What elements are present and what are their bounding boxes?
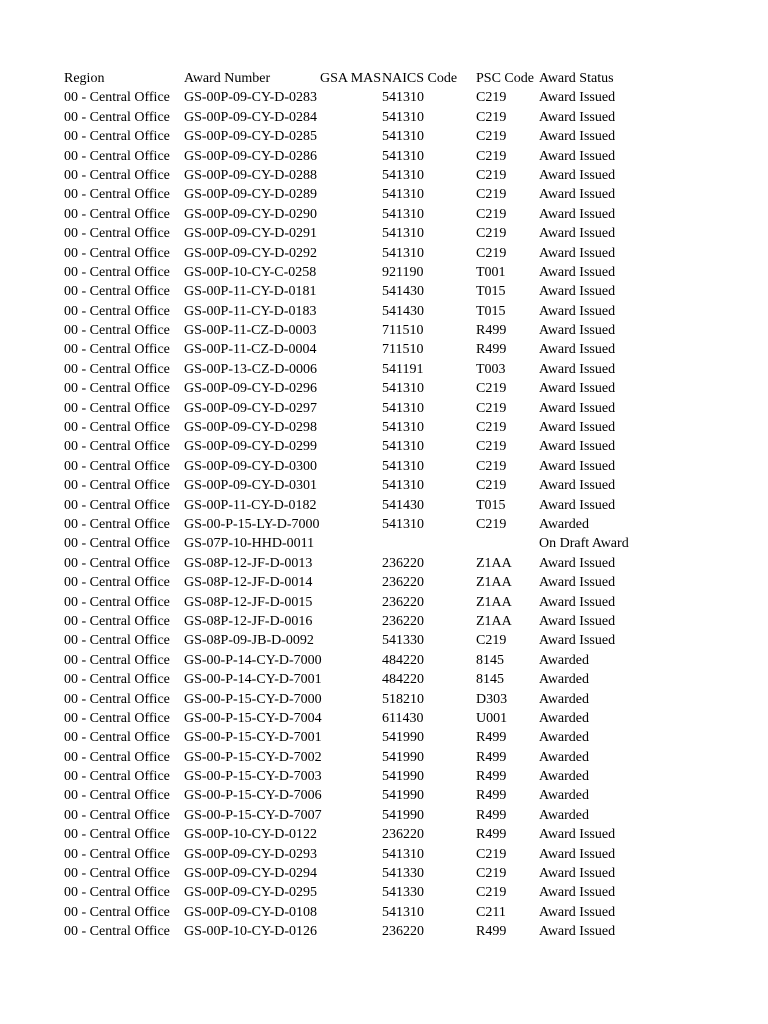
psc-code-cell: C219 (476, 187, 507, 203)
region-cell: 00 - Central Office (64, 206, 170, 222)
region-cell: 00 - Central Office (64, 420, 170, 436)
psc-code-cell: R499 (476, 749, 507, 765)
award-status-cell: Awarded (539, 691, 590, 707)
region-cell: 00 - Central Office (64, 710, 170, 726)
award-status-cell: Award Issued (539, 458, 616, 474)
award-number-cell: GS-08P-12-JF-D-0014 (184, 575, 313, 591)
award-number-cell: GS-00P-09-CY-D-0292 (184, 245, 317, 261)
region-cell: 00 - Central Office (64, 400, 170, 416)
psc-code-cell: C219 (476, 381, 507, 397)
psc-code-cell: R499 (476, 769, 507, 785)
table-row (64, 476, 704, 495)
table-row (64, 845, 704, 864)
table-row (64, 496, 704, 515)
table-row (64, 282, 704, 301)
psc-code-cell: C219 (476, 90, 507, 106)
naics-code-cell: 236220 (382, 613, 424, 629)
naics-code-cell: 711510 (382, 342, 424, 358)
table-row (64, 515, 704, 534)
region-cell: 00 - Central Office (64, 575, 170, 591)
psc-code-cell: U001 (476, 710, 508, 726)
psc-code-cell: C219 (476, 245, 507, 261)
naics-code-cell: 921190 (382, 264, 424, 280)
naics-code-cell: 236220 (382, 924, 424, 940)
region-cell: 00 - Central Office (64, 613, 170, 629)
region-cell: 00 - Central Office (64, 245, 170, 261)
region-cell: 00 - Central Office (64, 187, 170, 203)
award-status-cell: Award Issued (539, 381, 616, 397)
award-number-cell: GS-00P-11-CZ-D-0004 (184, 342, 317, 358)
psc-code-cell: T015 (476, 497, 506, 513)
award-status-cell: Award Issued (539, 633, 616, 649)
award-status-cell: Award Issued (539, 206, 616, 222)
naics-code-cell: 541310 (382, 381, 424, 397)
award-number-cell: GS-00P-09-CY-D-0295 (184, 885, 317, 901)
naics-code-cell: 541310 (382, 206, 424, 222)
region-cell: 00 - Central Office (64, 555, 170, 571)
table-row (64, 205, 704, 224)
table-row (64, 670, 704, 689)
table-row (64, 108, 704, 127)
award-number-cell: GS-00-P-15-CY-D-7002 (184, 749, 322, 765)
award-status-cell: Award Issued (539, 167, 616, 183)
award-number-cell: GS-00P-09-CY-D-0283 (184, 90, 317, 106)
region-cell: 00 - Central Office (64, 497, 170, 513)
psc-code-cell: C219 (476, 478, 507, 494)
award-number-cell: GS-00P-10-CY-C-0258 (184, 264, 317, 280)
naics-code-cell: 541430 (382, 303, 424, 319)
header-gsa-mas: GSA MAS (320, 71, 382, 86)
naics-code-cell: 541310 (382, 400, 424, 416)
region-cell: 00 - Central Office (64, 807, 170, 823)
award-number-cell: GS-08P-12-JF-D-0015 (184, 594, 313, 610)
award-number-cell: GS-00P-09-CY-D-0284 (184, 109, 317, 125)
award-status-cell: Award Issued (539, 594, 616, 610)
table-row (64, 340, 704, 359)
award-status-cell: Awarded (539, 807, 590, 823)
naics-code-cell: 541310 (382, 109, 424, 125)
award-status-cell: Award Issued (539, 187, 616, 203)
region-cell: 00 - Central Office (64, 478, 170, 494)
table-row (64, 612, 704, 631)
psc-code-cell: Z1AA (476, 575, 512, 591)
naics-code-cell: 541191 (382, 361, 424, 377)
naics-code-cell: 541310 (382, 167, 424, 183)
naics-code-cell: 541990 (382, 769, 424, 785)
psc-code-cell: C219 (476, 885, 507, 901)
region-cell: 00 - Central Office (64, 866, 170, 882)
table-row (64, 825, 704, 844)
table-body (64, 88, 704, 941)
table-row (64, 883, 704, 902)
region-cell: 00 - Central Office (64, 885, 170, 901)
award-number-cell: GS-00P-09-CY-D-0289 (184, 187, 317, 203)
award-number-cell: GS-00P-09-CY-D-0290 (184, 206, 317, 222)
table-row (64, 922, 704, 941)
naics-code-cell: 541990 (382, 807, 424, 823)
award-number-cell: GS-00P-09-CY-D-0291 (184, 226, 317, 242)
table-row (64, 767, 704, 786)
naics-code-cell: 541990 (382, 788, 424, 804)
header-region: Region (64, 71, 105, 86)
naics-code-cell: 711510 (382, 323, 424, 339)
award-status-cell: Award Issued (539, 575, 616, 591)
region-cell: 00 - Central Office (64, 672, 170, 688)
naics-code-cell: 518210 (382, 691, 424, 707)
award-number-cell: GS-00P-09-CY-D-0293 (184, 846, 317, 862)
naics-code-cell: 541310 (382, 516, 424, 532)
award-number-cell: GS-00P-09-CY-D-0300 (184, 458, 317, 474)
naics-code-cell: 611430 (382, 710, 424, 726)
award-status-cell: Award Issued (539, 148, 616, 164)
region-cell: 00 - Central Office (64, 226, 170, 242)
award-status-cell: Award Issued (539, 264, 616, 280)
naics-code-cell: 541310 (382, 904, 424, 920)
psc-code-cell: C219 (476, 226, 507, 242)
award-number-cell: GS-00-P-15-LY-D-7000 (184, 516, 320, 532)
table-row (64, 573, 704, 592)
region-cell: 00 - Central Office (64, 129, 170, 145)
header-award-number: Award Number (184, 71, 271, 86)
header-psc-code: PSC Code (476, 71, 534, 86)
psc-code-cell: R499 (476, 924, 507, 940)
award-number-cell: GS-00P-09-CY-D-0301 (184, 478, 317, 494)
award-status-cell: On Draft Award (539, 536, 629, 552)
award-number-cell: GS-00P-11-CZ-D-0003 (184, 323, 317, 339)
psc-code-cell: C219 (476, 516, 507, 532)
naics-code-cell: 541310 (382, 187, 424, 203)
naics-code-cell: 541310 (382, 846, 424, 862)
naics-code-cell: 541430 (382, 497, 424, 513)
award-status-cell: Awarded (539, 672, 590, 688)
award-number-cell: GS-00P-09-CY-D-0288 (184, 167, 317, 183)
region-cell: 00 - Central Office (64, 109, 170, 125)
psc-code-cell: Z1AA (476, 594, 512, 610)
award-number-cell: GS-00P-11-CY-D-0183 (184, 303, 317, 319)
psc-code-cell: R499 (476, 323, 507, 339)
award-number-cell: GS-00P-10-CY-D-0126 (184, 924, 317, 940)
region-cell: 00 - Central Office (64, 594, 170, 610)
naics-code-cell: 541310 (382, 226, 424, 242)
psc-code-cell: 8145 (476, 652, 504, 668)
award-number-cell: GS-00-P-15-CY-D-7000 (184, 691, 322, 707)
naics-code-cell: 236220 (382, 594, 424, 610)
award-status-cell: Award Issued (539, 303, 616, 319)
psc-code-cell: C219 (476, 129, 507, 145)
award-status-cell: Awarded (539, 749, 590, 765)
table-row (64, 360, 704, 379)
region-cell: 00 - Central Office (64, 516, 170, 532)
psc-code-cell: R499 (476, 730, 507, 746)
naics-code-cell: 541310 (382, 478, 424, 494)
award-status-cell: Award Issued (539, 846, 616, 862)
naics-code-cell: 541310 (382, 129, 424, 145)
psc-code-cell: C219 (476, 400, 507, 416)
table-row (64, 457, 704, 476)
award-number-cell: GS-00P-10-CY-D-0122 (184, 827, 317, 843)
award-number-cell: GS-00-P-15-CY-D-7004 (184, 710, 322, 726)
psc-code-cell: C219 (476, 148, 507, 164)
psc-code-cell: C219 (476, 109, 507, 125)
region-cell: 00 - Central Office (64, 167, 170, 183)
region-cell: 00 - Central Office (64, 284, 170, 300)
region-cell: 00 - Central Office (64, 323, 170, 339)
table-row (64, 903, 704, 922)
table-row (64, 534, 704, 553)
award-status-cell: Awarded (539, 516, 590, 532)
psc-code-cell: T001 (476, 264, 506, 280)
naics-code-cell: 541310 (382, 439, 424, 455)
naics-code-cell: 541330 (382, 885, 424, 901)
award-status-cell: Award Issued (539, 400, 616, 416)
award-status-cell: Award Issued (539, 885, 616, 901)
naics-code-cell: 541330 (382, 866, 424, 882)
award-status-cell: Award Issued (539, 613, 616, 629)
psc-code-cell: C211 (476, 904, 506, 920)
table-row (64, 88, 704, 107)
award-status-cell: Award Issued (539, 497, 616, 513)
table-row (64, 864, 704, 883)
region-cell: 00 - Central Office (64, 342, 170, 358)
naics-code-cell: 541990 (382, 730, 424, 746)
naics-code-cell: 541310 (382, 420, 424, 436)
table-row (64, 147, 704, 166)
region-cell: 00 - Central Office (64, 633, 170, 649)
psc-code-cell: Z1AA (476, 613, 512, 629)
table-header-row (64, 69, 704, 88)
table-row (64, 302, 704, 321)
region-cell: 00 - Central Office (64, 381, 170, 397)
table-row (64, 263, 704, 282)
award-number-cell: GS-00P-09-CY-D-0286 (184, 148, 317, 164)
award-number-cell: GS-00-P-14-CY-D-7001 (184, 672, 322, 688)
table-row (64, 437, 704, 456)
award-status-cell: Award Issued (539, 361, 616, 377)
award-status-cell: Award Issued (539, 478, 616, 494)
award-number-cell: GS-00-P-15-CY-D-7003 (184, 769, 322, 785)
psc-code-cell: R499 (476, 788, 507, 804)
region-cell: 00 - Central Office (64, 827, 170, 843)
award-number-cell: GS-08P-09-JB-D-0092 (184, 633, 314, 649)
award-status-cell: Awarded (539, 769, 590, 785)
region-cell: 00 - Central Office (64, 769, 170, 785)
table-row (64, 651, 704, 670)
psc-code-cell: C219 (476, 167, 507, 183)
psc-code-cell: C219 (476, 458, 507, 474)
award-status-cell: Award Issued (539, 342, 616, 358)
table-row (64, 127, 704, 146)
psc-code-cell: C219 (476, 206, 507, 222)
award-number-cell: GS-00P-09-CY-D-0285 (184, 129, 317, 145)
region-cell: 00 - Central Office (64, 904, 170, 920)
psc-code-cell: T015 (476, 284, 506, 300)
psc-code-cell: T003 (476, 361, 506, 377)
region-cell: 00 - Central Office (64, 361, 170, 377)
table-row (64, 786, 704, 805)
header-award-status: Award Status (539, 71, 614, 86)
table-row (64, 244, 704, 263)
table-row (64, 185, 704, 204)
award-status-cell: Award Issued (539, 226, 616, 242)
psc-code-cell: 8145 (476, 672, 504, 688)
region-cell: 00 - Central Office (64, 148, 170, 164)
table-row (64, 224, 704, 243)
award-number-cell: GS-00-P-15-CY-D-7007 (184, 807, 322, 823)
naics-code-cell: 484220 (382, 652, 424, 668)
award-number-cell: GS-00P-09-CY-D-0298 (184, 420, 317, 436)
award-status-cell: Award Issued (539, 129, 616, 145)
psc-code-cell: C219 (476, 866, 507, 882)
naics-code-cell: 541310 (382, 458, 424, 474)
naics-code-cell: 236220 (382, 575, 424, 591)
psc-code-cell: D303 (476, 691, 508, 707)
table-row (64, 321, 704, 340)
naics-code-cell: 236220 (382, 555, 424, 571)
table-row (64, 399, 704, 418)
naics-code-cell: 541430 (382, 284, 424, 300)
naics-code-cell: 541990 (382, 749, 424, 765)
award-status-cell: Award Issued (539, 284, 616, 300)
table-row (64, 554, 704, 573)
table-row (64, 748, 704, 767)
award-status-cell: Award Issued (539, 904, 616, 920)
award-number-cell: GS-00P-13-CZ-D-0006 (184, 361, 317, 377)
naics-code-cell: 236220 (382, 827, 424, 843)
award-status-cell: Award Issued (539, 827, 616, 843)
award-status-cell: Award Issued (539, 109, 616, 125)
award-status-cell: Award Issued (539, 924, 616, 940)
award-number-cell: GS-00P-09-CY-D-0297 (184, 400, 317, 416)
award-number-cell: GS-08P-12-JF-D-0013 (184, 555, 313, 571)
psc-code-cell: C219 (476, 846, 507, 862)
psc-code-cell: C219 (476, 439, 507, 455)
table-row (64, 806, 704, 825)
award-number-cell: GS-00P-09-CY-D-0108 (184, 904, 317, 920)
psc-code-cell: R499 (476, 342, 507, 358)
award-number-cell: GS-00-P-15-CY-D-7006 (184, 788, 322, 804)
award-status-cell: Award Issued (539, 420, 616, 436)
award-status-cell: Award Issued (539, 245, 616, 261)
award-status-cell: Award Issued (539, 323, 616, 339)
table-row (64, 709, 704, 728)
psc-code-cell: R499 (476, 807, 507, 823)
psc-code-cell: T015 (476, 303, 506, 319)
table-row (64, 379, 704, 398)
psc-code-cell: C219 (476, 633, 507, 649)
naics-code-cell: 541310 (382, 148, 424, 164)
award-status-cell: Awarded (539, 652, 590, 668)
naics-code-cell: 541330 (382, 633, 424, 649)
naics-code-cell: 541310 (382, 245, 424, 261)
region-cell: 00 - Central Office (64, 652, 170, 668)
table-row (64, 418, 704, 437)
region-cell: 00 - Central Office (64, 749, 170, 765)
psc-code-cell: Z1AA (476, 555, 512, 571)
region-cell: 00 - Central Office (64, 730, 170, 746)
region-cell: 00 - Central Office (64, 691, 170, 707)
award-status-cell: Award Issued (539, 866, 616, 882)
award-number-cell: GS-00P-09-CY-D-0299 (184, 439, 317, 455)
award-number-cell: GS-08P-12-JF-D-0016 (184, 613, 313, 629)
award-number-cell: GS-00P-11-CY-D-0181 (184, 284, 317, 300)
award-number-cell: GS-00P-09-CY-D-0294 (184, 866, 317, 882)
header-naics-code: NAICS Code (382, 71, 458, 86)
award-status-cell: Awarded (539, 730, 590, 746)
awards-table (64, 69, 704, 942)
award-number-cell: GS-00-P-15-CY-D-7001 (184, 730, 322, 746)
award-status-cell: Awarded (539, 788, 590, 804)
award-status-cell: Award Issued (539, 90, 616, 106)
award-status-cell: Award Issued (539, 439, 616, 455)
region-cell: 00 - Central Office (64, 458, 170, 474)
table-row (64, 631, 704, 650)
table-row (64, 593, 704, 612)
psc-code-cell: R499 (476, 827, 507, 843)
table-row (64, 690, 704, 709)
psc-code-cell: C219 (476, 420, 507, 436)
region-cell: 00 - Central Office (64, 264, 170, 280)
naics-code-cell: 541310 (382, 90, 424, 106)
award-number-cell: GS-07P-10-HHD-0011 (184, 536, 315, 552)
table-row (64, 728, 704, 747)
region-cell: 00 - Central Office (64, 536, 170, 552)
region-cell: 00 - Central Office (64, 439, 170, 455)
region-cell: 00 - Central Office (64, 303, 170, 319)
award-status-cell: Award Issued (539, 555, 616, 571)
award-status-cell: Awarded (539, 710, 590, 726)
award-number-cell: GS-00-P-14-CY-D-7000 (184, 652, 322, 668)
award-number-cell: GS-00P-11-CY-D-0182 (184, 497, 317, 513)
award-number-cell: GS-00P-09-CY-D-0296 (184, 381, 317, 397)
region-cell: 00 - Central Office (64, 924, 170, 940)
naics-code-cell: 484220 (382, 672, 424, 688)
region-cell: 00 - Central Office (64, 846, 170, 862)
table-row (64, 166, 704, 185)
region-cell: 00 - Central Office (64, 90, 170, 106)
region-cell: 00 - Central Office (64, 788, 170, 804)
